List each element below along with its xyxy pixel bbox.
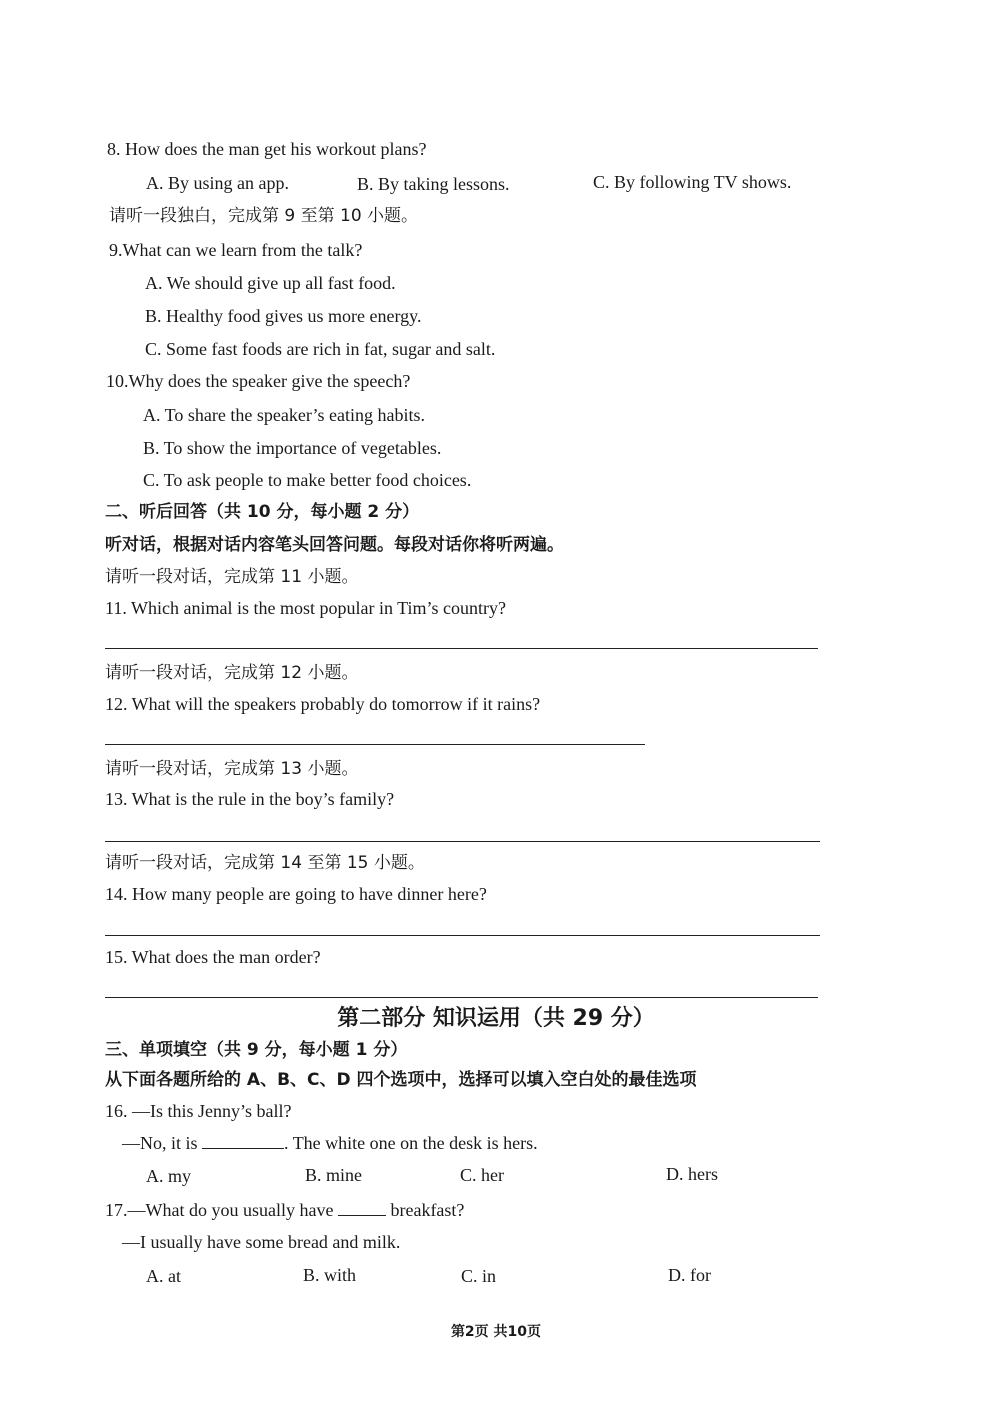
section-3-instruction: 从下面各题所给的 A、B、C、D 四个选项中，选择可以填入空白处的最佳选项 [105, 1070, 697, 1090]
q17-option-d: D. for [668, 1265, 711, 1285]
q17-option-a: A. at [146, 1266, 181, 1286]
q17-start: 17.—What do you usually have [105, 1200, 338, 1220]
question-17 [105, 1198, 464, 1222]
answer-line-13[interactable] [105, 841, 820, 842]
q17-end: breakfast? [385, 1200, 465, 1220]
q16-reply-end: . The white one on the desk is hers. [284, 1133, 538, 1153]
q13-instruction: 请听一段对话，完成第 13 小题。 [105, 759, 359, 779]
q16-option-c: C. her [460, 1165, 504, 1185]
q9-option-a: A. We should give up all fast food. [145, 273, 396, 293]
q9-option-b: B. Healthy food gives us more energy. [145, 306, 422, 326]
answer-line-12[interactable] [105, 744, 645, 745]
answer-line-14[interactable] [105, 935, 820, 936]
q10-option-c: C. To ask people to make better food choices. [143, 470, 472, 490]
q8-option-a: A. By using an app. [146, 173, 289, 193]
monologue-instruction: 请听一段独白，完成第 9 至第 10 小题。 [109, 206, 419, 226]
question-12: 12. What will the speakers probably do tomorrow if it rains? [105, 694, 541, 714]
q17-option-b: B. with [303, 1265, 357, 1285]
section-2-instruction: 听对话，根据对话内容笔头回答问题。每段对话你将听两遍。 [105, 535, 564, 555]
q16-reply-start: —No, it is [122, 1133, 203, 1153]
q14-instruction: 请听一段对话，完成第 14 至第 15 小题。 [105, 853, 425, 873]
q16-blank[interactable] [202, 1148, 284, 1149]
question-8: 8. How does the man get his workout plans? [107, 139, 427, 159]
q8-option-c: C. By following TV shows. [593, 172, 792, 192]
question-17-reply: —I usually have some bread and milk. [122, 1232, 401, 1252]
question-15: 15. What does the man order? [105, 947, 321, 967]
q16-option-d: D. hers [666, 1164, 718, 1184]
question-16: 16. —Is this Jenny’s ball? [105, 1101, 292, 1121]
q9-option-c: C. Some fast foods are rich in fat, sugar and salt. [145, 339, 496, 359]
question-14: 14. How many people are going to have dinner here? [105, 884, 487, 904]
q17-blank[interactable] [338, 1215, 386, 1216]
q11-instruction: 请听一段对话，完成第 11 小题。 [105, 567, 359, 587]
question-11: 11. Which animal is the most popular in Tim’s country? [105, 598, 506, 618]
part-2-title: 第二部分 知识运用（共 29 分） [337, 1006, 655, 1031]
q17-option-c: C. in [461, 1266, 497, 1286]
question-9: 9.What can we learn from the talk? [109, 240, 363, 260]
question-10: 10.Why does the speaker give the speech? [106, 371, 411, 391]
page-number: 第2页 共10页 [450, 1324, 542, 1340]
q16-option-b: B. mine [305, 1165, 362, 1185]
question-13: 13. What is the rule in the boy’s family? [105, 789, 395, 809]
question-16-reply [122, 1131, 538, 1155]
q16-option-a: A. my [146, 1166, 191, 1186]
q8-option-b: B. By taking lessons. [357, 174, 510, 194]
section-2-heading: 二、听后回答（共 10 分，每小题 2 分） [105, 502, 420, 522]
q12-instruction: 请听一段对话，完成第 12 小题。 [105, 663, 359, 683]
q10-option-b: B. To show the importance of vegetables. [143, 438, 442, 458]
section-3-heading: 三、单项填空（共 9 分，每小题 1 分） [105, 1040, 408, 1060]
answer-line-15[interactable] [105, 997, 818, 998]
q10-option-a: A. To share the speaker’s eating habits. [143, 405, 425, 425]
answer-line-11[interactable] [105, 648, 818, 649]
